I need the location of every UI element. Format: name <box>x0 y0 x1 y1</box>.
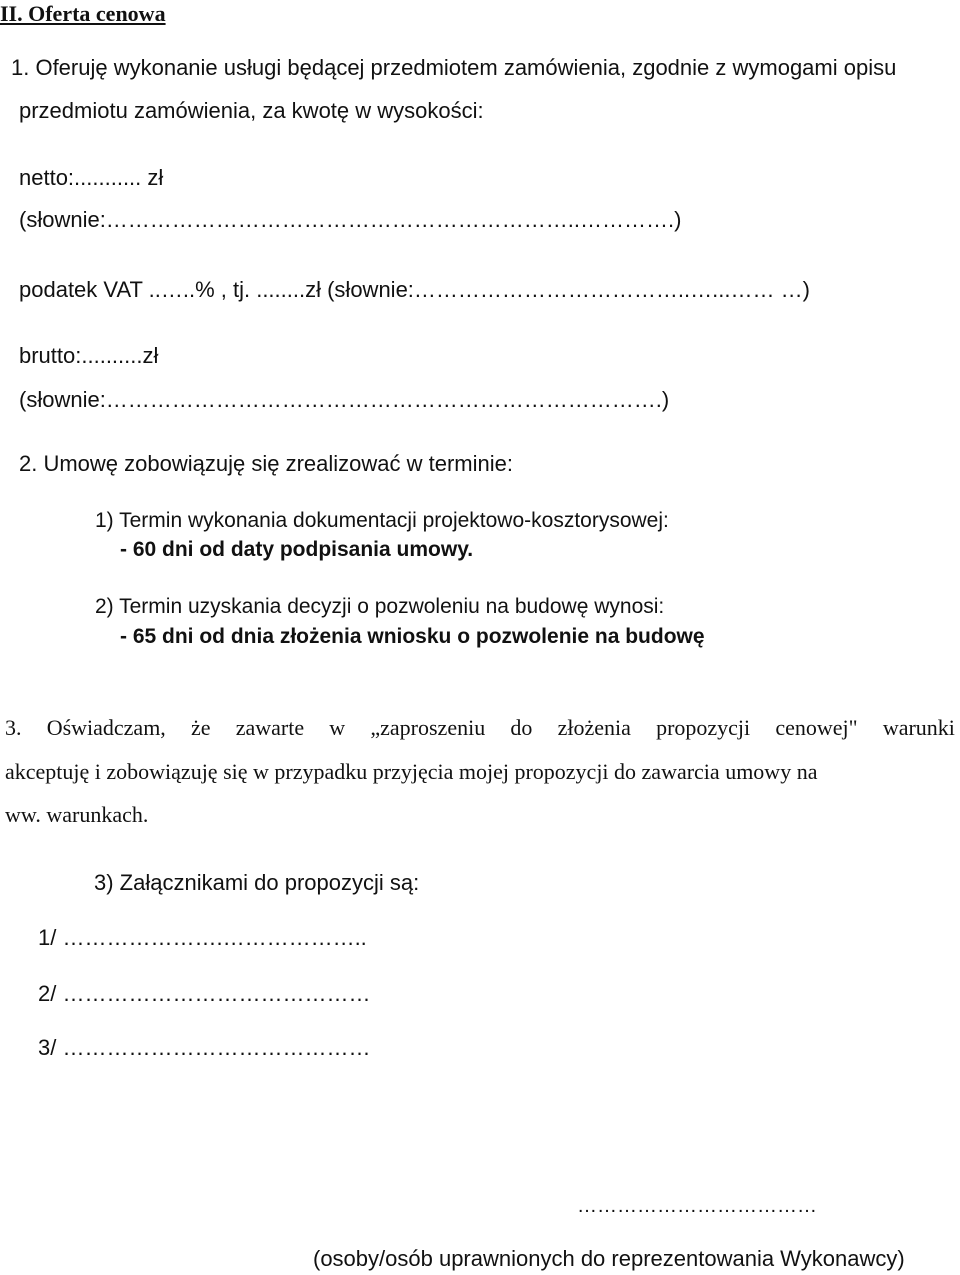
declaration-word: Oświadczam, <box>46 715 166 740</box>
attachment-item-1: 1/ ………………….……………….. <box>38 925 367 950</box>
declaration-word: cenowej" <box>775 715 858 740</box>
declaration-word: złożenia <box>557 715 631 740</box>
attachments-heading: 3) Załącznikami do propozycji są: <box>94 870 420 895</box>
signature-dots: ……………………………… <box>577 1195 817 1217</box>
declaration-word: w <box>329 715 346 740</box>
declaration-word: do <box>510 715 533 740</box>
signature-caption: (osoby/osób uprawnionych do reprezentowania Wykonawcy) <box>313 1246 905 1271</box>
brutto-line: brutto:..........zł <box>19 343 159 368</box>
deadline-item-2-value: - 65 dni od dnia złożenia wniosku o pozwolenie na budowę <box>120 625 705 648</box>
section-title: II. Oferta cenowa <box>0 1 166 26</box>
attachment-item-2: 2/ …………………………………… <box>38 981 371 1006</box>
vat-line: podatek VAT ..…..% , tj. ........zł (słownie:………………………………..…...…… …) <box>19 277 810 302</box>
netto-words-line: (słownie:………………………………………………………..………….) <box>19 207 682 232</box>
declaration-line-3: ww. warunkach. <box>5 802 149 827</box>
offer-line-2: przedmiotu zamówienia, za kwotę w wysokości: <box>19 98 484 123</box>
attachment-item-3: 3/ …………………………………… <box>38 1035 371 1060</box>
deadline-item-2-label: 2) Termin uzyskania decyzji o pozwoleniu na budowę wynosi: <box>95 595 665 618</box>
declaration-word: propozycji <box>656 715 751 740</box>
deadline-item-1-label: 1) Termin wykonania dokumentacji projektowo-kosztorysowej: <box>95 509 669 532</box>
declaration-word: 3. <box>5 715 22 740</box>
deadline-intro: 2. Umowę zobowiązuję się zrealizować w terminie: <box>19 451 513 476</box>
declaration-word: „zaproszeniu <box>370 715 486 740</box>
offer-line-1: 1. Oferuję wykonanie usługi będącej przedmiotem zamówienia, zgodnie z wymogami opisu <box>11 55 897 80</box>
netto-line: netto:........... zł <box>19 165 164 190</box>
brutto-words-line: (słownie:………………………………………………………………….) <box>19 387 670 412</box>
declaration-line-2: akceptuję i zobowiązuję się w przypadku przyjęcia mojej propozycji do zawarcia umowy na <box>5 759 818 784</box>
declaration-line-1 <box>5 717 955 739</box>
declaration-word: zawarte <box>235 715 305 740</box>
declaration-word: warunki <box>882 715 955 740</box>
declaration-word: że <box>191 715 211 740</box>
deadline-item-1-value: - 60 dni od daty podpisania umowy. <box>120 538 474 561</box>
